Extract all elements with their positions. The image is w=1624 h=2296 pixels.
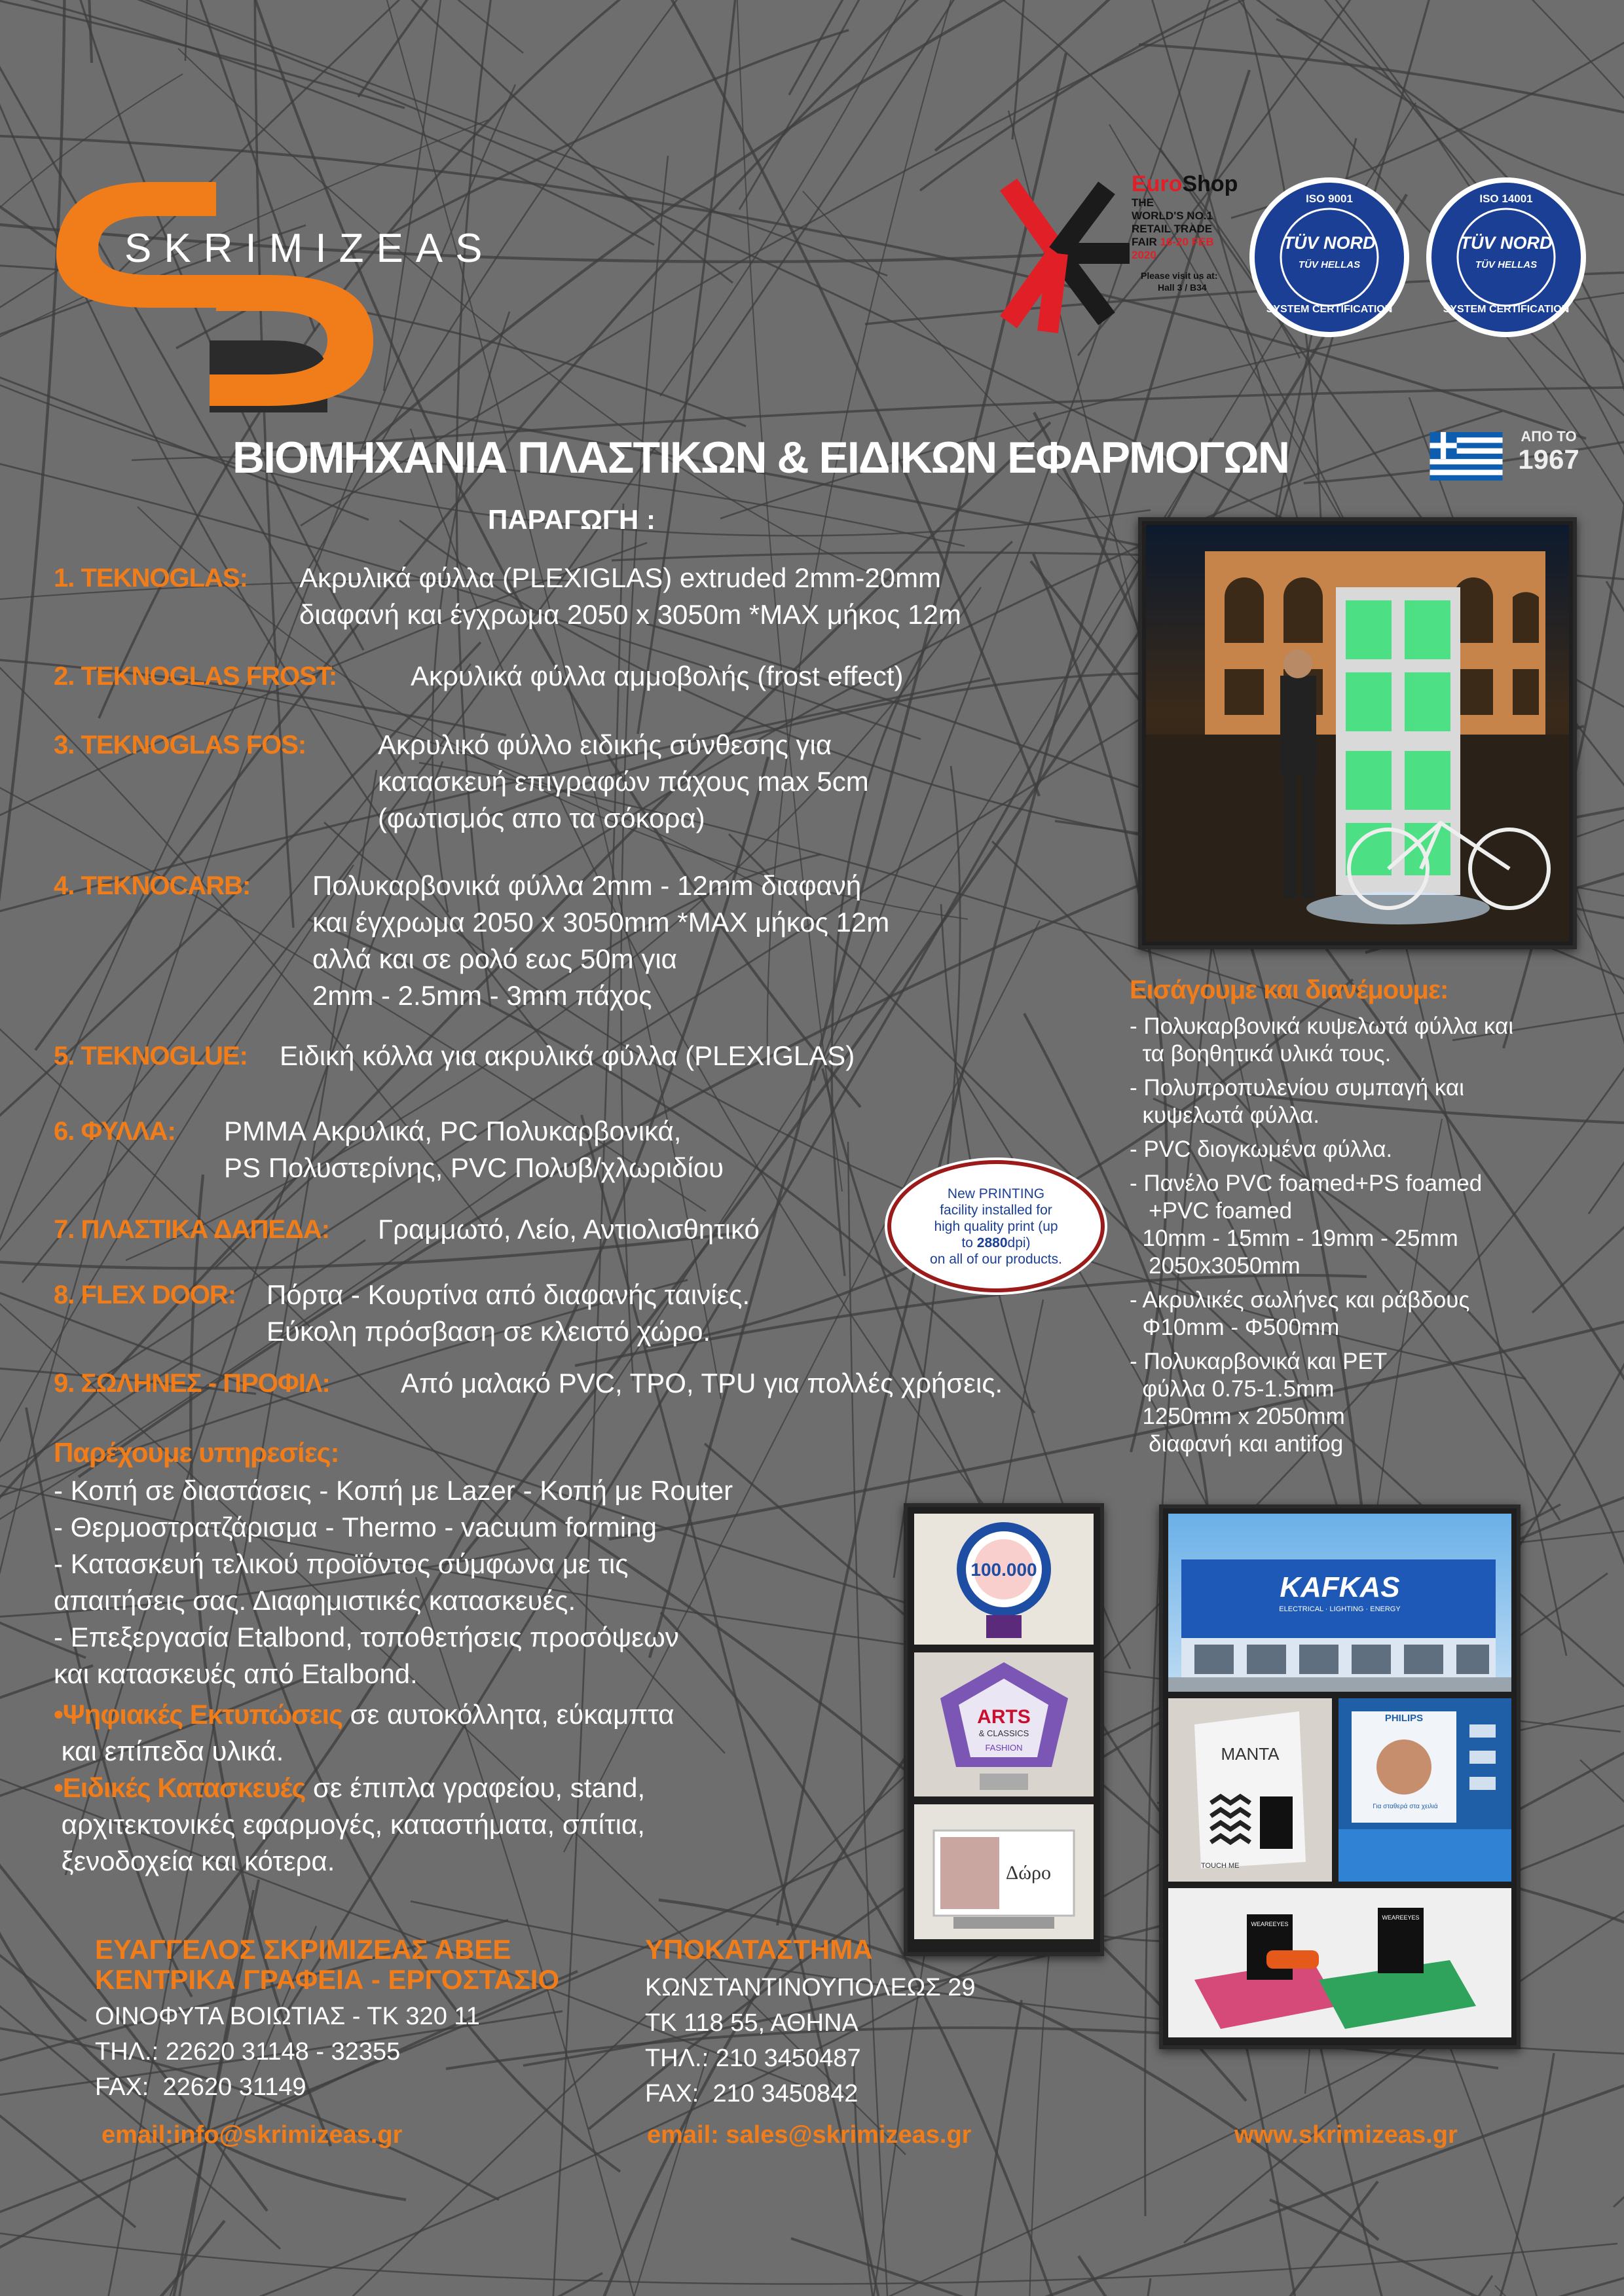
photo-award-3 xyxy=(914,1804,1094,1939)
branch-phone: ΤΗΛ.: 210 3450487 xyxy=(645,2045,861,2072)
cert1-ring: SYSTEM CERTIFICATION xyxy=(1266,304,1393,315)
photo-manta xyxy=(1168,1698,1332,1882)
touch-me: TOUCH ME xyxy=(1201,1862,1240,1870)
imports-list xyxy=(1130,1013,1588,1458)
badge-line1: New PRINTING xyxy=(947,1186,1045,1201)
product-item xyxy=(54,727,869,833)
product-name: 9. ΣΩΛΗΝΕΣ - ΠΡΟΦΙΛ: xyxy=(54,1369,330,1398)
euroshop-dates: 16-20 FEB xyxy=(1160,236,1214,248)
product-item xyxy=(54,658,904,695)
import-item xyxy=(1130,1170,1588,1280)
hq-contact xyxy=(95,1935,652,2105)
product-item xyxy=(54,1038,855,1074)
since-label: ΑΠΟ ΤΟ xyxy=(1521,428,1577,445)
badge-dpi-unit: dpi) xyxy=(1007,1235,1031,1250)
import-item xyxy=(1130,1013,1588,1068)
cert2-brand: TÜV NORD xyxy=(1460,233,1553,253)
euroshop-euro: Euro xyxy=(1132,172,1183,196)
product-name: 6. ΦΥΛΛΑ: xyxy=(54,1117,175,1146)
brand-name: SKRIMIZEAS xyxy=(124,226,495,271)
product-description-line: αλλά και σε ρολό εως 50m για xyxy=(312,943,677,974)
arts-sub: & CLASSICS xyxy=(978,1728,1029,1738)
badge-dpi: 2880 xyxy=(976,1235,1008,1250)
special-line2: αρχιτεκτονικές εφαρμογές, καταστήματα, σπίτια, xyxy=(54,1809,645,1840)
service-line: - Κοπή σε διαστάσεις - Κοπή με Lazer - Κοπή με Router xyxy=(54,1475,733,1506)
branch-city: ΤΚ 118 55, ΑΘΗΝΑ xyxy=(645,2009,858,2037)
import-item-line: - Πανέλο PVC foamed+PS foamed xyxy=(1130,1171,1483,1196)
photo-displays-frame xyxy=(1159,1504,1521,2049)
s-logo-icon xyxy=(52,177,445,412)
product-name: 3. TEKNOGLAS FOS: xyxy=(54,731,306,759)
services-title: Παρέχουμε υπηρεσίες: xyxy=(54,1437,339,1468)
import-item-line: φύλλα 0.75-1.5mm xyxy=(1130,1376,1335,1402)
service-line: - Επεξεργασία Etalbond, τοποθετήσεις προσόψεων xyxy=(54,1622,679,1652)
special-constructions-head: •Ειδικές Κατασκευές xyxy=(54,1772,306,1803)
website-link[interactable]: www.skrimizeas.gr xyxy=(1234,2121,1458,2149)
headline: ΒΙΟΜΗΧΑΝΙΑ ΠΛΑΣΤΙΚΩΝ & ΕΙΔΙΚΩΝ ΕΦΑΡΜΟΓΩΝ xyxy=(232,433,1289,483)
euroshop-line3: RETAIL TRADE xyxy=(1132,223,1213,235)
photo-award-2 xyxy=(914,1652,1094,1796)
euroshop-line4a: FAIR xyxy=(1132,236,1160,248)
since-year: 1967 xyxy=(1518,444,1579,475)
product-description-line: Πολυκαρβονικά φύλλα 2mm - 12mm διαφανή xyxy=(312,870,862,901)
service-line: και κατασκευές από Etalbond. xyxy=(54,1658,418,1689)
hq-title-1: ΕΥΑΓΓΕΛΟΣ ΣΚΡΙΜΙΖΕΑΣ ΑΒΕΕ xyxy=(95,1934,511,1965)
photo-award-1 xyxy=(914,1514,1094,1645)
product-description-line: και έγχρωμα 2050 x 3050mm *MAX μήκος 12m xyxy=(312,907,890,938)
production-title: ΠΑΡΑΓΩΓΗ : xyxy=(488,504,656,535)
special-line3: ξενοδοχεία και κότερα. xyxy=(54,1846,335,1876)
arts-top: ARTS xyxy=(977,1706,1031,1728)
product-item xyxy=(54,1277,750,1347)
wear-label-1: WEAREEYES xyxy=(1251,1921,1289,1927)
import-item-line: - Πολυκαρβονικά κυψελωτά φύλλα και xyxy=(1130,1013,1514,1039)
doro-label: Δώρο xyxy=(1006,1862,1052,1884)
import-item-line: - Ακρυλικές σωλήνες και ράβδους xyxy=(1130,1287,1470,1313)
imports-title: Εισάγουμε και διανέμουμε: xyxy=(1130,975,1449,1004)
euroshop-year: 2020 xyxy=(1132,249,1156,261)
photo-wearyes xyxy=(1168,1888,1511,2037)
hq-phone: ΤΗΛ.: 22620 31148 - 32355 xyxy=(95,2038,401,2066)
imports-section xyxy=(1130,975,1588,1465)
award-number: 100.000 xyxy=(970,1559,1037,1580)
product-description-line: PS Πολυστερίνης, PVC Πολυβ/χλωριδίου xyxy=(224,1152,724,1183)
digital-prints-rest: σε αυτοκόλλητα, εύκαμπτα xyxy=(342,1699,674,1730)
import-item-line: 2050x3050mm xyxy=(1130,1253,1301,1279)
branch-fax: FAX: 210 3450842 xyxy=(645,2080,858,2107)
import-item-line: +PVC foamed xyxy=(1130,1198,1293,1224)
euroshop-visit2: Hall 3 / B34 xyxy=(1158,282,1207,293)
cert2-iso: ISO 14001 xyxy=(1479,192,1533,205)
import-item xyxy=(1130,1286,1588,1341)
photo-kiosk-frame xyxy=(1138,517,1577,949)
hq-title-2: ΚΕΝΤΡΙΚΑ ΓΡΑΦΕΙΑ - ΕΡΓΟΣΤΑΣΙΟ xyxy=(95,1964,560,1995)
kafkas-logo: KAFKAS xyxy=(1280,1571,1400,1603)
product-item xyxy=(54,1365,1003,1402)
import-item-line: - Πολυκαρβονικά και PET xyxy=(1130,1349,1388,1374)
import-item-line: τα βοηθητικά υλικά τους. xyxy=(1130,1041,1392,1066)
product-description-line: Εύκολη πρόσβαση σε κλειστό χώρο. xyxy=(267,1316,711,1347)
badge-line5: on all of our products. xyxy=(930,1251,1062,1267)
product-description-line: Ακρυλικά φύλλα (PLEXIGLAS) extruded 2mm-20mm xyxy=(299,562,942,593)
service-line: - Κατασκευή τελικού προϊόντος σύμφωνα με τις xyxy=(54,1548,629,1579)
hq-address: ΟΙΝΟΦΥΤΑ ΒΟΙΩΤΙΑΣ - ΤΚ 320 11 xyxy=(95,2003,480,2030)
badge-line2: facility installed for xyxy=(940,1202,1052,1218)
product-description-line: κατασκευή επιγραφών πάχους max 5cm xyxy=(378,766,869,797)
product-description-line: Πόρτα - Κουρτίνα από διαφανής ταινίες. xyxy=(267,1279,750,1310)
product-name: 7. ΠΛΑΣΤΙΚΑ ΔΑΠΕΔΑ: xyxy=(54,1215,330,1244)
cert2-ring: SYSTEM CERTIFICATION xyxy=(1443,304,1570,315)
cert1-iso: ISO 9001 xyxy=(1306,192,1353,205)
photo-awards-frame xyxy=(904,1503,1104,1956)
import-item-line: - Πολυπροπυλενίου συμπαγή και xyxy=(1130,1075,1464,1101)
import-item xyxy=(1130,1074,1588,1129)
import-item-line: 10mm - 15mm - 19mm - 25mm xyxy=(1130,1226,1458,1251)
product-description-line: Ακρυλικό φύλλο ειδικής σύνθεσης για xyxy=(378,729,832,760)
import-item xyxy=(1130,1348,1588,1458)
kafkas-sub: ELECTRICAL · LIGHTING · ENERGY xyxy=(1279,1605,1401,1613)
photo-philips xyxy=(1338,1698,1511,1882)
euroshop-line1: THE xyxy=(1132,196,1154,209)
philips-logo: PHILIPS xyxy=(1384,1713,1424,1724)
cert1-brand: TÜV NORD xyxy=(1283,233,1376,253)
import-item xyxy=(1130,1136,1588,1163)
cert-seal-14001 xyxy=(1424,175,1588,339)
product-name: 8. FLEX DOOR: xyxy=(54,1281,236,1309)
import-item-line: 1250mm x 2050mm xyxy=(1130,1404,1345,1429)
email-sales-link[interactable]: email: sales@skrimizeas.gr xyxy=(647,2121,972,2149)
wear-label-2: WEAREEYES xyxy=(1382,1914,1420,1921)
brand-logo xyxy=(52,177,550,412)
product-name: 2. TEKNOGLAS FROST: xyxy=(54,662,337,691)
import-item-line: Φ10mm - Φ500mm xyxy=(1130,1315,1340,1340)
branch-contact xyxy=(645,1935,1103,2111)
digital-prints-head: •Ψηφιακές Εκτυπώσεις xyxy=(54,1699,343,1730)
branch-street: ΚΩΝΣΤΑΝΤΙΝΟΥΠΟΛΕΩΣ 29 xyxy=(645,1974,976,2001)
product-item xyxy=(54,1113,724,1183)
digital-prints-line2: και επίπεδα υλικά. xyxy=(54,1736,284,1766)
photo-kafkas xyxy=(1168,1514,1511,1692)
product-description-line: 2mm - 2.5mm - 3mm πάχος xyxy=(312,980,652,1011)
badge-line3: high quality print (up xyxy=(934,1218,1058,1234)
product-description-line: διαφανή και έγχρωμα 2050 x 3050m *MAX μήκος 12m xyxy=(299,599,961,630)
import-item-line: κυψελωτά φύλλα. xyxy=(1130,1102,1320,1128)
photo-kiosk xyxy=(1146,525,1569,941)
manta-logo: MANTA xyxy=(1221,1744,1280,1764)
import-item-line: - PVC διογκωμένα φύλλα. xyxy=(1130,1137,1393,1162)
email-info-link[interactable]: email:info@skrimizeas.gr xyxy=(101,2121,403,2149)
euroshop-visit1: Please visit us at: xyxy=(1141,270,1218,281)
product-name: 5. TEKNOGLUE: xyxy=(54,1042,248,1070)
product-item xyxy=(54,1211,760,1248)
arts-fashion: FASHION xyxy=(985,1743,1023,1753)
printing-badge xyxy=(887,1160,1105,1292)
philips-tag: Για σταθερά στα χειλιά xyxy=(1373,1803,1438,1810)
service-line: - Θερμοστρατζάρισμα - Thermo - vacuum forming xyxy=(54,1512,657,1542)
badge-line4: to xyxy=(961,1235,977,1250)
product-description-line: PMMA Ακρυλικά, PC Πολυκαρβονικά, xyxy=(224,1116,682,1146)
services-section xyxy=(54,1437,905,1880)
import-item-line: διαφανή και antifog xyxy=(1130,1431,1344,1457)
product-item xyxy=(54,560,961,630)
product-description-line: Από μαλακό PVC, TPO, TPU για πολλές χρήσεις. xyxy=(401,1368,1003,1398)
cert2-sub: TÜV HELLAS xyxy=(1475,259,1538,270)
euroshop-star-icon xyxy=(982,172,1133,335)
product-name: 4. TEKNOCARB: xyxy=(54,871,251,900)
branch-title: ΥΠΟΚΑΤΑΣΤΗΜΑ xyxy=(645,1934,873,1965)
euroshop-shop: Shop xyxy=(1182,172,1238,196)
euroshop-line2: WORLD'S NO.1 xyxy=(1132,210,1213,222)
special-constructions-rest: σε έπιπλα γραφείου, stand, xyxy=(305,1772,646,1803)
product-description-line: (φωτισμός απο τα σόκορα) xyxy=(378,803,705,833)
product-description-line: Ειδική κόλλα για ακρυλικά φύλλα (PLEXIGLAS) xyxy=(280,1040,855,1071)
product-item xyxy=(54,867,890,1011)
hq-fax: FAX: 22620 31149 xyxy=(95,2073,306,2101)
cert-seal-9001 xyxy=(1247,175,1411,339)
service-line: απαιτήσεις σας. Διαφημιστικές κατασκευές. xyxy=(54,1585,576,1616)
cert1-sub: TÜV HELLAS xyxy=(1298,259,1361,270)
greek-flag-icon xyxy=(1428,432,1505,481)
product-description-line: Γραμμωτό, Λείο, Αντιολισθητικό xyxy=(378,1214,760,1245)
product-description-line: Ακρυλικά φύλλα αμμοβολής (frost effect) xyxy=(411,661,904,691)
euroshop-badge xyxy=(982,172,1257,335)
product-name: 1. TEKNOGLAS: xyxy=(54,564,248,592)
